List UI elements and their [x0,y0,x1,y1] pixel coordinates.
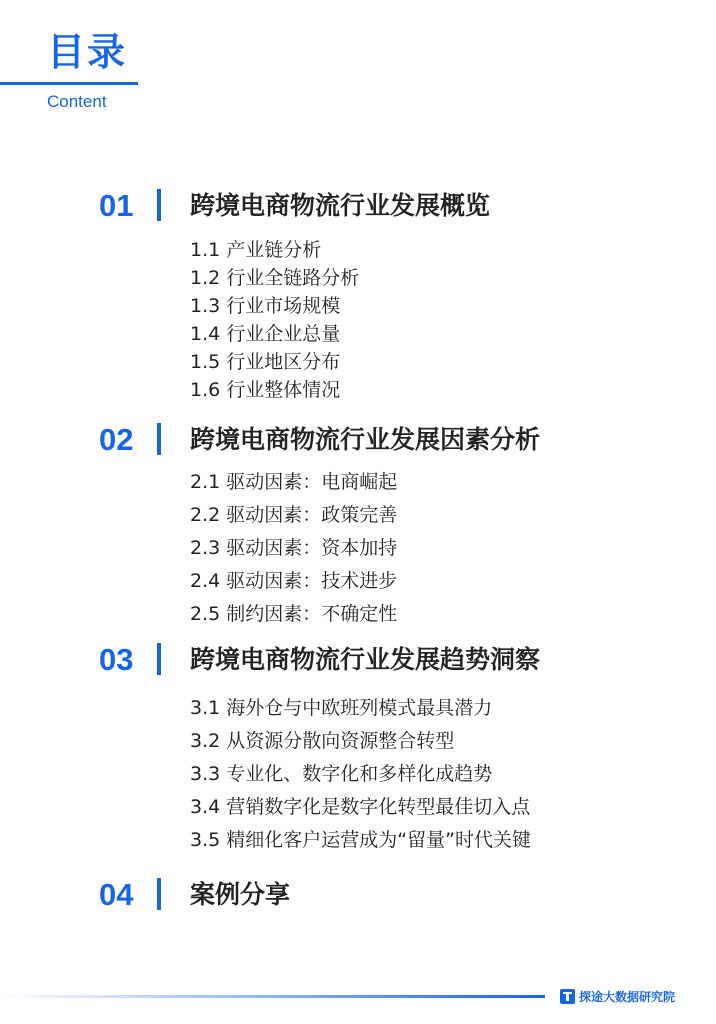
toc-item-2-4[interactable]: 2.4 驱动因素：技术进步 [190,570,398,592]
footer-gradient-rule [0,995,545,998]
toc-item-3-4[interactable]: 3.4 营销数字化是数字化转型最佳切入点 [190,796,531,818]
toc-item-1-4[interactable]: 1.4 行业企业总量 [190,323,341,345]
toc-item-3-5[interactable]: 3.5 精细化客户运营成为“留量”时代关键 [190,829,531,851]
section-divider-bar [157,878,161,910]
section-number: 04 [99,877,134,912]
toc-section-03[interactable] [0,640,716,851]
toc-item-2-5[interactable]: 2.5 制约因素：不确定性 [190,603,398,625]
toc-section-01[interactable] [0,186,716,401]
toc-item-2-2[interactable]: 2.2 驱动因素：政策完善 [190,504,398,526]
section-title[interactable]: 案例分享 [190,880,291,909]
section-divider-bar [157,423,161,455]
title-underline [0,82,138,85]
toc-item-1-5[interactable]: 1.5 行业地区分布 [190,351,341,373]
toc-section-02[interactable] [0,420,716,625]
section-divider-bar [157,189,161,221]
toc-item-1-6[interactable]: 1.6 行业整体情况 [190,379,341,401]
toc-item-2-3[interactable]: 2.3 驱动因素：资本加持 [190,537,398,559]
toc-item-3-3[interactable]: 3.3 专业化、数字化和多样化成趋势 [190,763,493,785]
brand-logo [560,985,675,1007]
page-title: 目录 [47,30,128,74]
toc-item-3-1[interactable]: 3.1 海外仓与中欧班列模式最具潜力 [190,697,493,719]
toc-section-04[interactable] [0,875,716,915]
section-title[interactable]: 跨境电商物流行业发展趋势洞察 [190,645,541,674]
toc-item-3-2[interactable]: 3.2 从资源分散向资源整合转型 [190,730,455,752]
section-number: 03 [99,642,134,677]
section-title[interactable]: 跨境电商物流行业发展因素分析 [190,425,541,454]
toc-item-1-3[interactable]: 1.3 行业市场规模 [190,295,341,317]
section-number: 01 [99,188,134,223]
section-divider-bar [157,643,161,675]
section-number: 02 [99,422,134,457]
toc-item-1-1[interactable]: 1.1 产业链分析 [190,239,322,261]
brand-logo-text: 探途大数据研究院 [579,989,676,1004]
section-title[interactable]: 跨境电商物流行业发展概览 [190,191,491,220]
page-subtitle: Content [47,92,107,111]
toc-item-2-1[interactable]: 2.1 驱动因素：电商崛起 [190,471,398,493]
brand-logo-icon [560,989,575,1004]
toc-item-1-2[interactable]: 1.2 行业全链路分析 [190,267,360,289]
